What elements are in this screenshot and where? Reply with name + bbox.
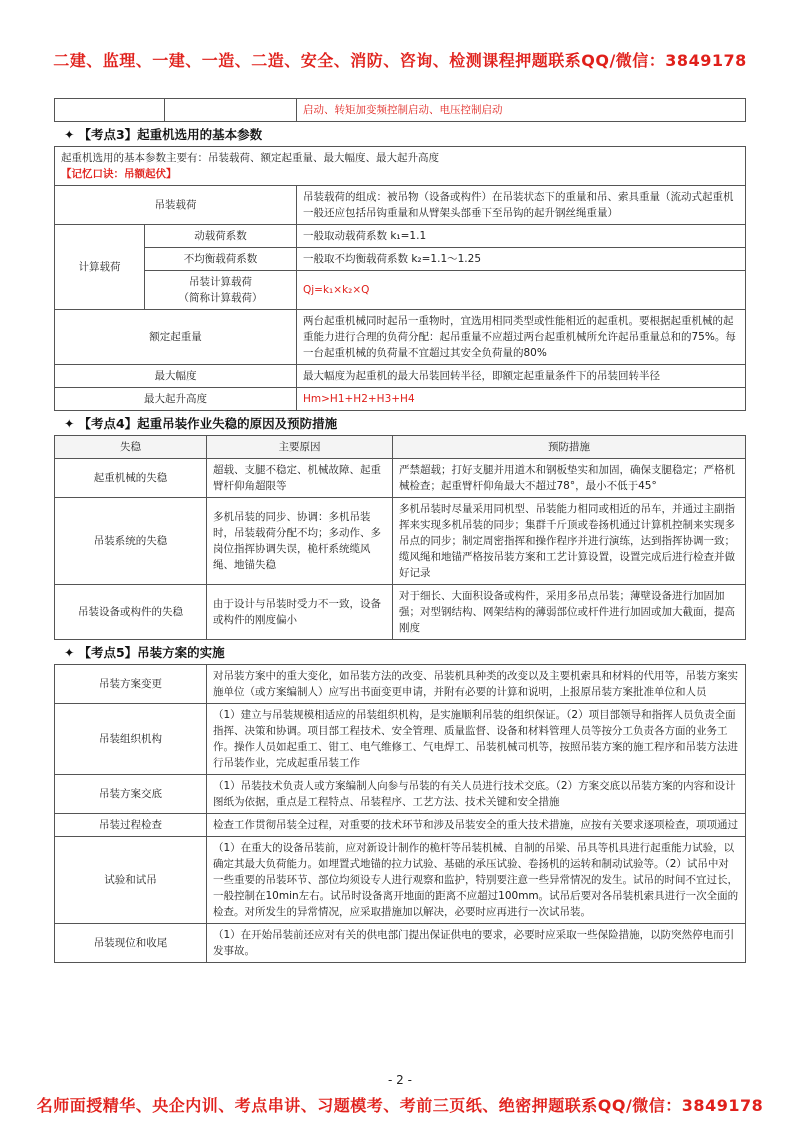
instability-cause: 由于设计与吊装时受力不一致，设备或构件的刚度偏小: [207, 585, 393, 640]
dynamic-factor-text: 一般取动载荷系数 k₁=1.1: [297, 225, 746, 248]
uneven-factor-text: 一般取不均衡载荷系数 k₂=1.1～1.25: [297, 248, 746, 271]
rated-capacity-label: 额定起重量: [55, 310, 297, 365]
uneven-factor-label: 不均衡载荷系数: [145, 248, 297, 271]
section3-intro-cell: [55, 147, 746, 186]
section3-title: ✦ 【考点3】起重机选用的基本参数: [64, 127, 263, 142]
continuation-cell-empty-1: [55, 99, 165, 122]
table-row: [55, 585, 746, 640]
max-height-label: 最大起升高度: [55, 388, 297, 411]
instability-prevention: 多机吊装时尽量采用同机型、吊装能力相同或相近的吊车，并通过主副指挥来实现多机吊装的同步；集群千斤顶或卷扬机通过计算机控制来实现多吊点的同步；制定周密指挥和操作程序并进行演练，达到指挥协调一致；缆风绳和地锚严格按吊装方案和工艺计算设置，设置完成后进行检查并做好记录: [393, 498, 746, 585]
section4-table: [54, 435, 746, 640]
section4-header-instability: 失稳: [55, 436, 207, 459]
calc-load-formula: Qj=k₁×k₂×Q: [297, 271, 746, 310]
implementation-item-name: 吊装方案变更: [55, 665, 207, 704]
implementation-item-text: （1）吊装技术负责人或方案编制人向参与吊装的有关人员进行技术交底。（2）方案交底以吊装方案的内容和设计图纸为依据，重点是工程特点、吊装程序、工艺方法、技术关键和安全措施: [207, 775, 746, 814]
instability-cause: 超载、支腿不稳定、机械故障、起重臂杆仰角超限等: [207, 459, 393, 498]
table-row: [55, 665, 746, 704]
section4-title: ✦ 【考点4】起重吊装作业失稳的原因及预防措施: [64, 416, 338, 431]
instability-name: 吊装设备或构件的失稳: [55, 585, 207, 640]
instability-prevention: 严禁超载；打好支腿并用道木和钢板垫实和加固，确保支腿稳定；严格机械检查；起重臂杆仰角最大不超过78°，最小不低于45°: [393, 459, 746, 498]
section5-title: ✦ 【考点5】吊装方案的实施: [64, 645, 225, 660]
max-radius-text: 最大幅度为起重机的最大吊装回转半径，即额定起重量条件下的吊装回转半径: [297, 365, 746, 388]
implementation-item-text: 检查工作贯彻吊装全过程，对重要的技术环节和涉及吊装安全的重大技术措施，应按有关要求逐项检查，项项通过: [207, 814, 746, 837]
table-row: [55, 459, 746, 498]
table-row: [55, 704, 746, 775]
implementation-item-text: 对吊装方案中的重大变化，如吊装方法的改变、吊装机具种类的改变以及主要机索具和材料的代用等，吊装方案实施单位（或方案编制人）应写出书面变更申请，并附有必要的计算和说明，上报原吊装方案批准单位和人员: [207, 665, 746, 704]
top-contact-banner: 二建、监理、一建、一造、二造、安全、消防、咨询、检测课程押题联系QQ/微信：3849178: [53, 51, 747, 70]
section3-table: [54, 146, 746, 411]
implementation-item-name: 吊装现位和收尾: [55, 924, 207, 963]
load-label: 吊装载荷: [55, 186, 297, 225]
implementation-item-name: 吊装过程检查: [55, 814, 207, 837]
instability-prevention: 对于细长、大面积设备或构件，采用多吊点吊装；薄壁设备进行加固加强；对型钢结构、网架结构的薄弱部位或杆件进行加固或加大截面，提高刚度: [393, 585, 746, 640]
section3-intro: 起重机选用的基本参数主要有：吊装载荷、额定起重量、最大幅度、最大起升高度: [61, 152, 439, 164]
document-page: [54, 98, 746, 963]
implementation-item-text: （1）在开始吊装前还应对有关的供电部门提出保证供电的要求，必要时应采取一些保险措施，以防突然停电而引发事故。: [207, 924, 746, 963]
table-row: [55, 775, 746, 814]
bottom-contact-banner: 名师面授精华、央企内训、考点串讲、习题模考、考前三页纸、绝密押题联系QQ/微信：3849178: [36, 1096, 764, 1115]
table-row: [55, 837, 746, 924]
section3-mnemonic: 【记忆口诀：吊额起伏】: [61, 168, 177, 180]
dynamic-factor-label: 动载荷系数: [145, 225, 297, 248]
continuation-text: 启动、转矩加变频控制启动、电压控制启动: [297, 99, 746, 122]
page-number: - 2 -: [388, 1073, 412, 1087]
table-row: [55, 498, 746, 585]
continuation-cell-empty-2: [165, 99, 297, 122]
implementation-item-text: （1）在重大的设备吊装前，应对新设计制作的桅杆等吊装机械、自制的吊梁、吊具等机具进行起重能力试验，以确定其最大负荷能力。如埋置式地锚的拉力试验、基础的承压试验、卷扬机的运转和制动试验等。（2）试吊中对一些重要的吊装环节、部位均须设专人进行观察和监护，特别要注意一些异常情况的发生。试吊的时间不宜过长，一般控制在10min左右。试吊时设备离开地面的距离不应超过100mm。试吊后要对各吊装机索具进行一次全面的检查。对所发生的异常情况，应采取措施加以解决，必要时应再进行一次试吊装。: [207, 837, 746, 924]
star-icon: ✦: [64, 645, 75, 660]
implementation-item-text: （1）建立与吊装规模相适应的吊装组织机构，是实施顺利吊装的组织保证。（2）项目部领导和指挥人员负责全面指挥、决策和协调。项目部工程技术、安全管理、质量监督、设备和材料管理人员等按分工负责各方面的业务工作。操作人员如起重工、钳工、电气维修工、气电焊工、吊装机械司机等，按照吊装方案的施工程序和吊装方法进行吊装作业，完成起重吊装工作: [207, 704, 746, 775]
rated-capacity-text: 两台起重机械同时起吊一重物时，宜选用相同类型或性能相近的起重机。要根据起重机械的起重能力进行合理的负荷分配：起吊重量不应超过两台起重机械所允许起吊重量总和的75%。每一台起重机械的负荷量不宜超过其安全负荷量的80%: [297, 310, 746, 365]
top-continuation-table: [54, 98, 746, 122]
calc-load-sub-label: 吊装计算载荷 （简称计算载荷）: [145, 271, 297, 310]
instability-name: 吊装系统的失稳: [55, 498, 207, 585]
section5-table: [54, 664, 746, 963]
implementation-item-name: 吊装方案交底: [55, 775, 207, 814]
max-radius-label: 最大幅度: [55, 365, 297, 388]
instability-cause: 多机吊装的同步、协调：多机吊装时，吊装载荷分配不均；多动作、多岗位指挥协调失误，桅杆系统缆风绳、地锚失稳: [207, 498, 393, 585]
table-row: [55, 924, 746, 963]
max-height-formula: Hm>H1+H2+H3+H4: [297, 388, 746, 411]
star-icon: ✦: [64, 416, 75, 431]
load-text: 吊装载荷的组成：被吊物（设备或构件）在吊装状态下的重量和吊、索具重量（流动式起重机一般还应包括吊钩重量和从臂架头部垂下至吊钩的起升钢丝绳重量）: [297, 186, 746, 225]
instability-name: 起重机械的失稳: [55, 459, 207, 498]
implementation-item-name: 吊装组织机构: [55, 704, 207, 775]
calc-load-label: 计算载荷: [55, 225, 145, 310]
star-icon: ✦: [64, 127, 75, 142]
section4-header-cause: 主要原因: [207, 436, 393, 459]
table-row: [55, 814, 746, 837]
implementation-item-name: 试验和试吊: [55, 837, 207, 924]
section4-header-prevention: 预防措施: [393, 436, 746, 459]
